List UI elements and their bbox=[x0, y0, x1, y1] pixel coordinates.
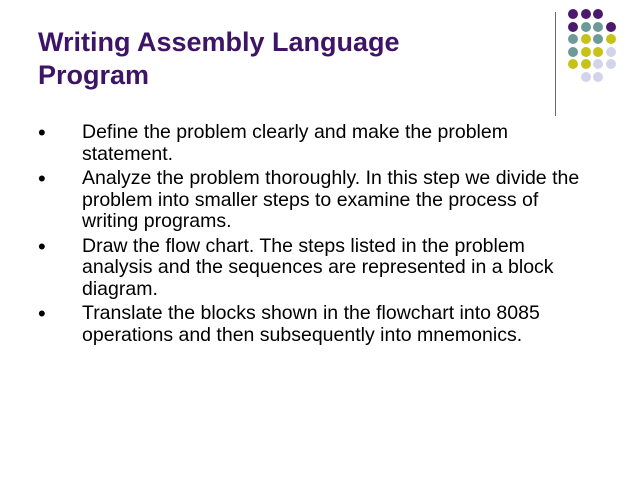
decorative-divider-line bbox=[555, 12, 556, 116]
decorative-dot-purple bbox=[568, 22, 578, 32]
decorative-dot-purple bbox=[593, 9, 603, 19]
decorative-dot-teal bbox=[581, 22, 591, 32]
bullet-text: Draw the flow chart. The steps listed in the problem analysis and the sequences are represented in a block diagram. bbox=[82, 234, 554, 300]
bullet-dot-icon: • bbox=[38, 120, 46, 145]
decorative-dot-lavender bbox=[593, 59, 603, 69]
bullet-item-3 bbox=[38, 233, 598, 301]
bullet-list bbox=[38, 122, 598, 349]
decorative-dot-olive bbox=[581, 47, 591, 57]
decorative-dot-teal bbox=[568, 47, 578, 57]
decorative-dot-olive bbox=[593, 47, 603, 57]
decorative-dot-olive bbox=[581, 34, 591, 44]
bullet-dot-icon: • bbox=[38, 166, 46, 191]
bullet-item-2 bbox=[38, 168, 598, 233]
slide-title-line-2: Program bbox=[38, 60, 150, 90]
decorative-dot-teal bbox=[593, 34, 603, 44]
bullet-item-4 bbox=[38, 303, 598, 346]
decorative-dot-teal bbox=[593, 22, 603, 32]
decorative-dot-olive bbox=[581, 59, 591, 69]
bullet-text: Translate the blocks shown in the flowchart into 8085 operations and then subsequently into mnemonics. bbox=[82, 302, 540, 346]
decorative-dot-purple bbox=[568, 9, 578, 19]
slide-title-line-1: Writing Assembly Language bbox=[38, 27, 400, 57]
bullet-item-1 bbox=[38, 122, 598, 165]
bullet-dot-icon: • bbox=[38, 233, 46, 259]
decorative-dot-lavender bbox=[593, 72, 603, 82]
bullet-text: Define the problem clearly and make the problem statement. bbox=[82, 121, 508, 165]
decorative-dot-olive bbox=[568, 59, 578, 69]
decorative-dot-lavender bbox=[606, 59, 616, 69]
decorative-dot-purple bbox=[606, 22, 616, 32]
slide-title bbox=[38, 26, 538, 92]
decorative-dot-teal bbox=[568, 34, 578, 44]
decorative-dot-purple bbox=[581, 9, 591, 19]
bullet-text: Analyze the problem thoroughly. In this step we divide the problem into smaller steps to examine the process of writing programs. bbox=[82, 167, 580, 232]
decorative-dot-olive bbox=[606, 34, 616, 44]
bullet-dot-icon: • bbox=[38, 301, 46, 326]
decorative-dot-lavender bbox=[606, 47, 616, 57]
decorative-dot-lavender bbox=[581, 72, 591, 82]
